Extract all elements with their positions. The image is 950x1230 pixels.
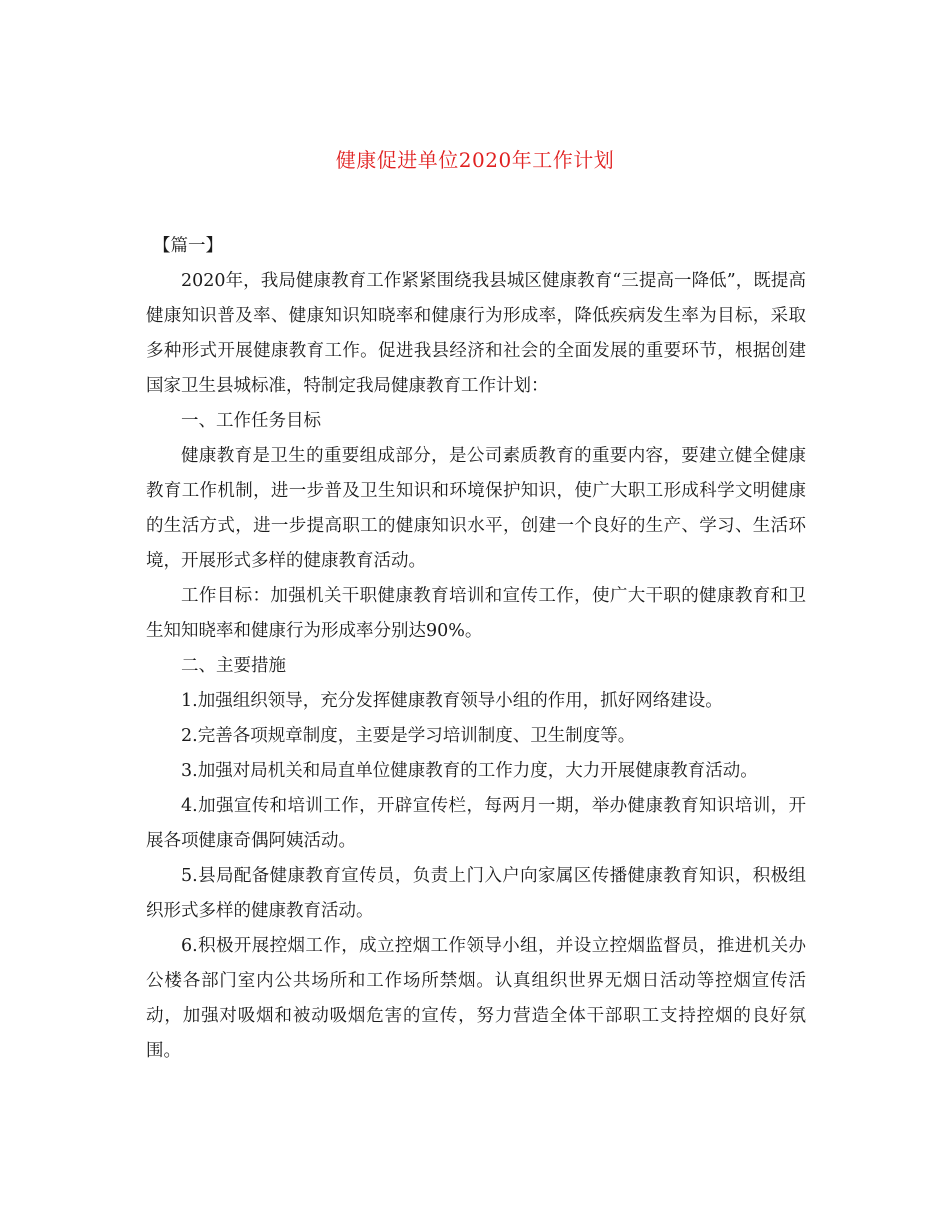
paragraph-work-goal: 工作目标：加强机关干职健康教育培训和宣传工作，使广大干职的健康教育和卫生知知晓率和健康行为形成率分别达90%。: [146, 586, 806, 641]
measure-item-6: 6.积极开展控烟工作，成立控烟工作领导小组，并设立控烟监督员，推进机关办公楼各部门室内公共场所和工作场所禁烟。认真组织世界无烟日活动等控烟宣传活动，加强对吸烟和被动吸烟危害的宣传，努力营造全体干部职工支持控烟的良好氛围。: [146, 936, 806, 1061]
measure-item-1: 1.加强组织领导，充分发挥健康教育领导小组的作用，抓好网络建设。: [181, 691, 723, 711]
measure-item-3: 3.加强对局机关和局直单位健康教育的工作力度，大力开展健康教育活动。: [181, 761, 758, 781]
measure-item-5: 5.县局配备健康教育宣传员，负责上门入户向家属区传播健康教育知识，积极组织形式多样的健康教育活动。: [146, 866, 806, 921]
heading-task-goals: 一、工作任务目标: [181, 411, 321, 431]
measure-item-4: 4.加强宣传和培训工作，开辟宣传栏，每两月一期，举办健康教育知识培训，开展各项健康奇偶阿姨活动。: [146, 796, 806, 851]
document-body: [146, 229, 806, 1069]
document-title: 健康促进单位2020年工作计划: [335, 148, 615, 172]
paragraph-health-education: 健康教育是卫生的重要组成部分，是公司素质教育的重要内容，要建立健全健康教育工作机制，进一步普及卫生知识和环境保护知识，使广大职工形成科学文明健康的生活方式，进一步提高职工的健康知识水平，创建一个良好的生产、学习、生活环境，开展形式多样的健康教育活动。: [146, 446, 806, 571]
section-label: 【篇一】: [153, 236, 223, 256]
paragraph-intro: 2020年，我局健康教育工作紧紧围绕我县城区健康教育“三提高一降低”，既提高健康知识普及率、健康知识知晓率和健康行为形成率，降低疾病发生率为目标，采取多种形式开展健康教育工作。促进我县经济和社会的全面发展的重要环节，根据创建国家卫生县城标准，特制定我局健康教育工作计划：: [146, 271, 806, 396]
measure-item-2: 2.完善各项规章制度，主要是学习培训制度、卫生制度等。: [181, 726, 636, 746]
heading-main-measures: 二、主要措施: [181, 656, 286, 676]
